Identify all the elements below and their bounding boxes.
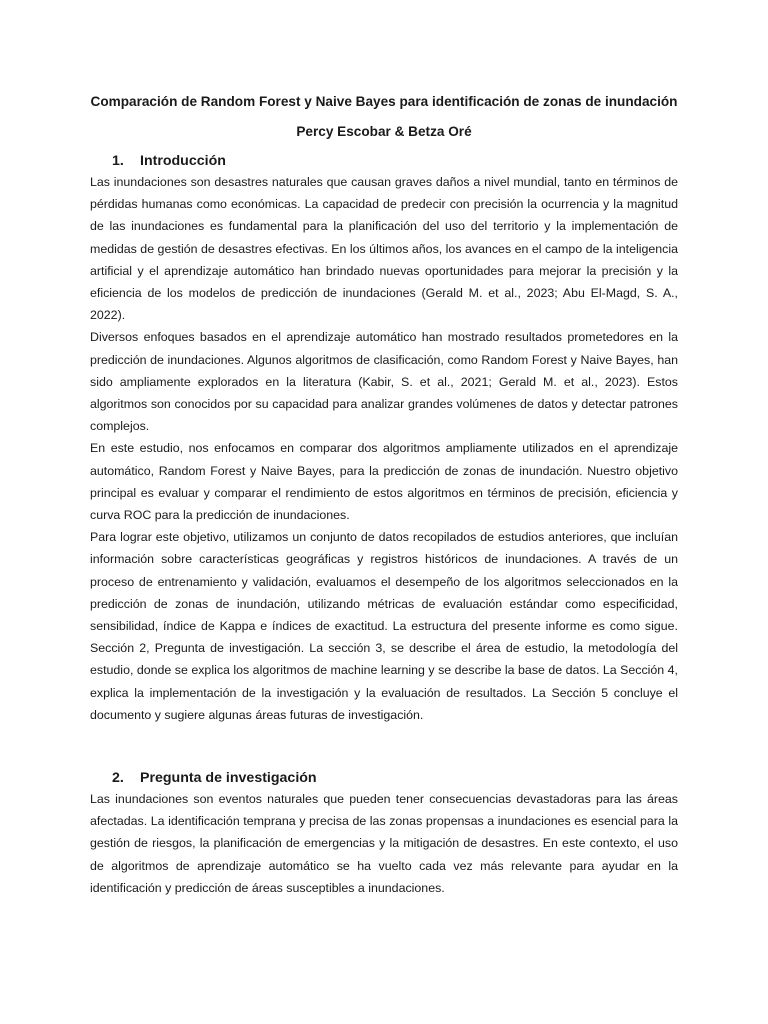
document-title: Comparación de Random Forest y Naive Bayes para identificación de zonas de inundación (90, 94, 678, 109)
section-heading-pregunta (90, 768, 678, 788)
section-title: Pregunta de investigación (140, 770, 317, 787)
section-heading-introduccion (90, 151, 678, 171)
paragraph: Las inundaciones son eventos naturales que pueden tener consecuencias devastadoras para las áreas afectadas. La identificación temprana y precisa de las zonas propensas a inundaciones es esencial para la gestión de riesgos, la planificación de emergencias y la mitigación de desastres. En este contexto, el uso de algoritmos de aprendizaje automático se ha vuelto cada vez más relevante para ayudar en la identificación y predicción de áreas susceptibles a inundaciones. (90, 792, 678, 895)
section-title: Introducción (140, 153, 226, 169)
paragraph: Las inundaciones son desastres naturales que causan graves daños a nivel mundial, tanto en términos de pérdidas humanas como económicas. La capacidad de predecir con precisión la ocurrencia y la magnitud de las inundaciones es fundamental para la planificación del uso del territorio y la implementación de medidas de gestión de desastres efectivas. En los últimos años, los avances en el campo de la inteligencia artificial y el aprendizaje automático han brindado nuevas oportunidades para mejorar la precisión y la eficiencia de los modelos de predicción de inundaciones (Gerald M. et al., 2023; Abu El-Magd, S. A., 2022). (90, 175, 678, 323)
section-number: 1. (112, 153, 124, 169)
section-number: 2. (112, 770, 124, 787)
paragraph: Para lograr este objetivo, utilizamos un conjunto de datos recopilados de estudios anteriores, que incluían información sobre características geográficas y registros históricos de inundaciones. A través de un proceso de entrenamiento y validación, evaluamos el desempeño de los algoritmos seleccionados en la predicción de zonas de inundación, utilizando métricas de evaluación estándar como especificidad, sensibilidad, índice de Kappa e índices de exactitud. La estructura del presente informe es como sigue. Sección 2, Pregunta de investigación. La sección 3, se describe el área de estudio, la metodología del estudio, donde se explica los algoritmos de machine learning y se describe la base de datos. La Sección 4, explica la implementación de la investigación y la evaluación de resultados. La Sección 5 concluye el documento y sugiere algunas áreas futuras de investigación. (90, 530, 678, 722)
document-authors: Percy Escobar & Betza Oré (296, 124, 472, 139)
paragraph: En este estudio, nos enfocamos en comparar dos algoritmos ampliamente utilizados en el aprendizaje automático, Random Forest y Naive Bayes, para la predicción de zonas de inundación. Nuestro objetivo principal es evaluar y comparar el rendimiento de estos algoritmos en términos de precisión, eficiencia y curva ROC para la predicción de inundaciones. (90, 441, 678, 523)
paragraph: Diversos enfoques basados en el aprendizaje automático han mostrado resultados prometedores en la predicción de inundaciones. Algunos algoritmos de clasificación, como Random Forest y Naive Bayes, han sido ampliamente explorados en la literatura (Kabir, S. et al., 2021; Gerald M. et al., 2023). Estos algoritmos son conocidos por su capacidad para analizar grandes volúmenes de datos y detectar patrones complejos. (90, 330, 678, 434)
